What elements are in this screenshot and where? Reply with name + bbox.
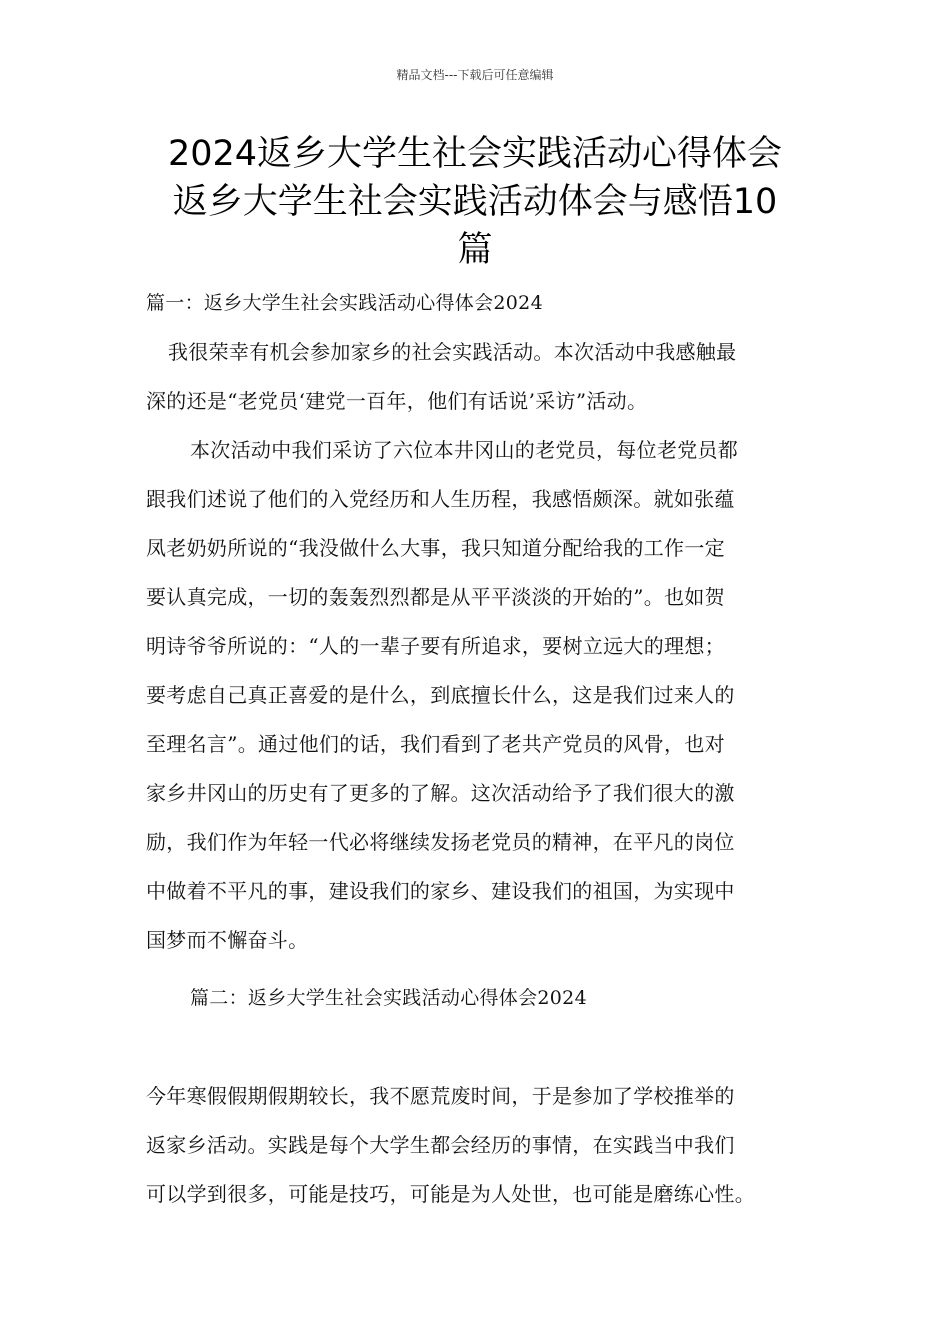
paragraph-line: 明诗爷爷所说的：“人的一辈子要有所追求，要树立远大的理想； — [146, 634, 725, 658]
paragraph-line: 返家乡活动。实践是每个大学生都会经历的事情，在实践当中我们 — [146, 1133, 735, 1157]
title-line: 篇 — [457, 230, 493, 270]
section-heading: 篇一：返乡大学生社会实践活动心得体会2024 — [146, 292, 543, 314]
header-note: 精品文档---下载后可任意编辑 — [396, 68, 554, 82]
document-title — [120, 130, 830, 274]
paragraph-line: 跟我们述说了他们的入党经历和人生历程，我感悟颇深。就如张蕴 — [146, 487, 735, 511]
paragraph-line: 深的还是“老党员‘建党一百年，他们有话说’采访”活动。 — [146, 389, 648, 413]
paragraph-line: 我很荣幸有机会参加家乡的社会实践活动。本次活动中我感触最 — [168, 340, 737, 364]
title-line: 2024返乡大学生社会实践活动心得体会 — [167, 134, 783, 174]
paragraph-line: 家乡井冈山的历史有了更多的了解。这次活动给予了我们很大的激 — [146, 781, 735, 805]
paragraph-line: 本次活动中我们采访了六位本井冈山的老党员，每位老党员都 — [190, 438, 739, 462]
paragraph-line: 至理名言”。通过他们的话，我们看到了老共产党员的风骨，也对 — [146, 732, 725, 756]
title-line: 返乡大学生社会实践活动体会与感悟10 — [172, 182, 778, 222]
section-heading: 篇二：返乡大学生社会实践活动心得体会2024 — [190, 987, 587, 1009]
paragraph-line: 国梦而不懈奋斗。 — [146, 928, 309, 952]
paragraph-line: 今年寒假假期假期较长，我不愿荒废时间，于是参加了学校推举的 — [146, 1084, 735, 1108]
paragraph — [146, 328, 806, 426]
paragraph-line: 可以学到很多，可能是技巧，可能是为人处世，也可能是磨练心性。 — [146, 1182, 755, 1206]
paragraph-line: 中做着不平凡的事，建设我们的家乡、建设我们的祖国，为实现中 — [146, 879, 735, 903]
paragraph-line: 要认真完成，一切的轰轰烈烈都是从平平淡淡的开始的”。也如贺 — [146, 585, 725, 609]
paragraph — [146, 426, 806, 965]
paragraph-line: 凤老奶奶所说的“我没做什么大事，我只知道分配给我的工作一定 — [146, 536, 725, 560]
paragraph — [146, 1072, 806, 1219]
paragraph-line: 要考虑自己真正喜爱的是什么，到底擅长什么，这是我们过来人的 — [146, 683, 735, 707]
paragraph-line: 励，我们作为年轻一代必将继续发扬老党员的精神，在平凡的岗位 — [146, 830, 735, 854]
